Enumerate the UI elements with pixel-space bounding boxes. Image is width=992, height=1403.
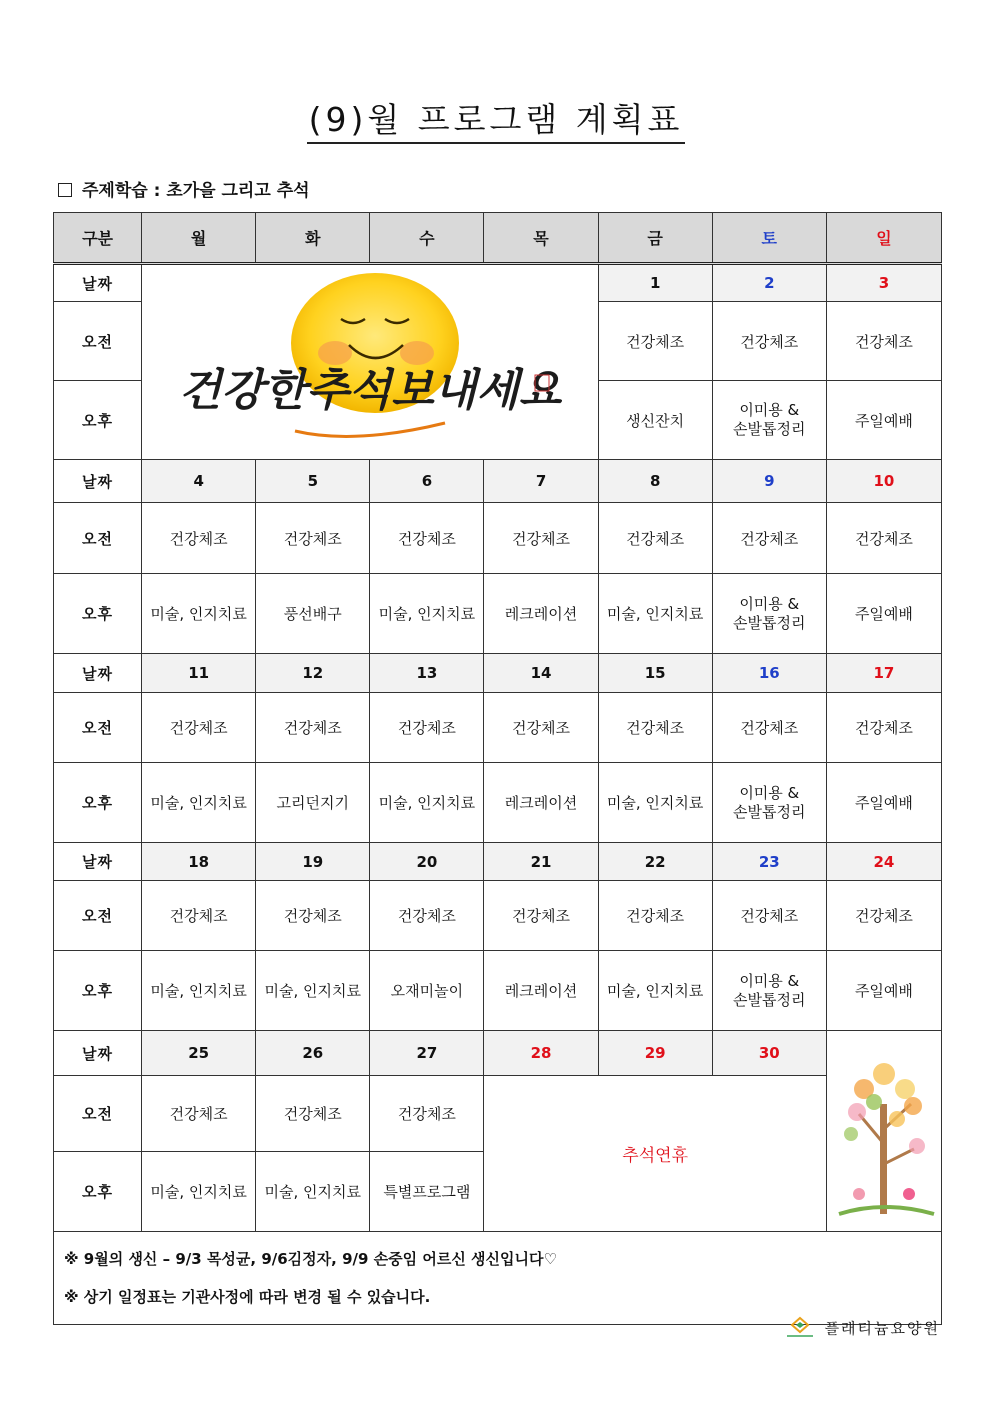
- date-cell: 22: [598, 843, 712, 881]
- row-label-pm: 오후: [54, 763, 142, 843]
- footer-brand: [783, 1316, 940, 1342]
- activity-cell: 건강체조: [142, 503, 256, 574]
- header-fri: 금: [598, 213, 712, 264]
- activity-cell: 건강체조: [370, 881, 484, 951]
- header-category: 구분: [54, 213, 142, 264]
- activity-cell: 건강체조: [370, 503, 484, 574]
- date-cell-sun: 24: [826, 843, 941, 881]
- date-cell: 20: [370, 843, 484, 881]
- subtitle: 주제학습 : 초가을 그리고 추석: [58, 176, 310, 201]
- date-cell-holiday: 28: [484, 1031, 598, 1076]
- notes-row: [54, 1232, 942, 1325]
- activity-cell: 건강체조: [598, 693, 712, 763]
- date-cell-sat: 9: [712, 460, 826, 503]
- birthday-note: ※ 9월의 생신 – 9/3 목성균, 9/6김정자, 9/9 손중임 어르신 생신입니다♡: [64, 1250, 557, 1268]
- activity-cell: 주일예배: [826, 574, 941, 654]
- facility-name: 플래티늄요양원: [824, 1319, 940, 1338]
- date-cell: 7: [484, 460, 598, 503]
- date-cell: 15: [598, 654, 712, 693]
- header-sun: 일: [826, 213, 941, 264]
- date-cell-sat: 23: [712, 843, 826, 881]
- activity-cell: 이미용 & 손발톱정리: [712, 381, 826, 460]
- activity-cell: 미술, 인지치료: [598, 951, 712, 1031]
- activity-cell: 건강체조: [826, 881, 941, 951]
- holiday-cell: 추석연휴: [484, 1076, 826, 1232]
- row-label-am: 오전: [54, 302, 142, 381]
- checkbox-square-icon: [58, 183, 72, 197]
- greeting-art-text: 건강한추석보내세요: [178, 365, 562, 416]
- notes-cell: [54, 1232, 942, 1325]
- week1-date-row: [54, 264, 942, 302]
- date-cell-holiday: 29: [598, 1031, 712, 1076]
- activity-cell: 미술, 인지치료: [256, 951, 370, 1031]
- activity-cell: 미술, 인지치료: [142, 951, 256, 1031]
- activity-cell: 건강체조: [712, 881, 826, 951]
- activity-cell: 미술, 인지치료: [598, 574, 712, 654]
- activity-cell: 미술, 인지치료: [598, 763, 712, 843]
- date-cell: 27: [370, 1031, 484, 1076]
- date-cell: 1: [598, 264, 712, 302]
- activity-cell: 주일예배: [826, 381, 941, 460]
- header-row: [54, 213, 942, 264]
- header-thu: 목: [484, 213, 598, 264]
- header-mon: 월: [142, 213, 256, 264]
- week4-pm-row: [54, 951, 942, 1031]
- activity-cell: 건강체조: [598, 302, 712, 381]
- activity-cell: 건강체조: [826, 693, 941, 763]
- date-cell: 5: [256, 460, 370, 503]
- activity-cell: 건강체조: [598, 881, 712, 951]
- week3-pm-row: [54, 763, 942, 843]
- activity-cell: 건강체조: [826, 302, 941, 381]
- activity-cell: 주일예배: [826, 951, 941, 1031]
- activity-cell: 건강체조: [370, 1076, 484, 1152]
- activity-cell: 미술, 인지치료: [370, 574, 484, 654]
- date-cell-sun: 3: [826, 264, 941, 302]
- row-label-pm: 오후: [54, 951, 142, 1031]
- activity-cell: 건강체조: [712, 302, 826, 381]
- flower-tree-icon: [829, 1034, 939, 1224]
- activity-cell: 미술, 인지치료: [142, 1152, 256, 1232]
- activity-cell: 이미용 & 손발톱정리: [712, 951, 826, 1031]
- date-cell-holiday: 30: [712, 1031, 826, 1076]
- activity-cell: 미술, 인지치료: [256, 1152, 370, 1232]
- date-cell: 13: [370, 654, 484, 693]
- date-cell: 19: [256, 843, 370, 881]
- activity-cell: 건강체조: [142, 881, 256, 951]
- activity-cell: 건강체조: [484, 881, 598, 951]
- activity-cell: 건강체조: [142, 1076, 256, 1152]
- header-sat: 토: [712, 213, 826, 264]
- tree-illustration: [826, 1031, 941, 1232]
- week2-date-row: [54, 460, 942, 503]
- week3-date-row: [54, 654, 942, 693]
- activity-cell: 고리던지기: [256, 763, 370, 843]
- date-cell-sun: 17: [826, 654, 941, 693]
- diamond-logo-icon: [783, 1316, 817, 1342]
- week5-date-row: [54, 1031, 942, 1076]
- row-label-am: 오전: [54, 881, 142, 951]
- date-cell-sat: 2: [712, 264, 826, 302]
- activity-cell: 건강체조: [484, 503, 598, 574]
- activity-cell: 건강체조: [712, 503, 826, 574]
- date-cell-sat: 16: [712, 654, 826, 693]
- activity-cell: 건강체조: [370, 693, 484, 763]
- date-cell: 8: [598, 460, 712, 503]
- row-label-pm: 오후: [54, 574, 142, 654]
- activity-cell: 주일예배: [826, 763, 941, 843]
- date-cell: 11: [142, 654, 256, 693]
- date-cell: 14: [484, 654, 598, 693]
- date-cell: 12: [256, 654, 370, 693]
- schedule-table: [53, 212, 942, 1325]
- activity-cell: 오재미놀이: [370, 951, 484, 1031]
- row-label-date: 날짜: [54, 843, 142, 881]
- activity-cell: 건강체조: [256, 881, 370, 951]
- activity-cell: 이미용 & 손발톱정리: [712, 763, 826, 843]
- activity-cell: 건강체조: [142, 693, 256, 763]
- activity-cell: 풍선배구: [256, 574, 370, 654]
- activity-cell: 특별프로그램: [370, 1152, 484, 1232]
- row-label-date: 날짜: [54, 1031, 142, 1076]
- activity-cell: 건강체조: [712, 693, 826, 763]
- week2-am-row: [54, 503, 942, 574]
- date-cell: 26: [256, 1031, 370, 1076]
- activity-cell: 레크레이션: [484, 574, 598, 654]
- date-cell: 4: [142, 460, 256, 503]
- activity-cell: 레크레이션: [484, 763, 598, 843]
- row-label-date: 날짜: [54, 460, 142, 503]
- header-tue: 화: [256, 213, 370, 264]
- activity-cell: 생신잔치: [598, 381, 712, 460]
- activity-cell: 이미용 & 손발톱정리: [712, 574, 826, 654]
- activity-cell: 건강체조: [256, 503, 370, 574]
- smiling-sun-icon: [145, 265, 595, 455]
- activity-cell: 건강체조: [256, 1076, 370, 1152]
- activity-cell: 건강체조: [598, 503, 712, 574]
- activity-cell: 건강체조: [484, 693, 598, 763]
- date-cell-sun: 10: [826, 460, 941, 503]
- row-label-am: 오전: [54, 503, 142, 574]
- activity-cell: 건강체조: [256, 693, 370, 763]
- chuseok-greeting-image: [142, 264, 599, 460]
- change-notice: ※ 상기 일정표는 기관사정에 따라 변경 될 수 있습니다.: [64, 1288, 431, 1306]
- date-cell: 18: [142, 843, 256, 881]
- row-label-am: 오전: [54, 693, 142, 763]
- date-cell: 21: [484, 843, 598, 881]
- week4-am-row: [54, 881, 942, 951]
- activity-cell: 미술, 인지치료: [142, 763, 256, 843]
- activity-cell: 레크레이션: [484, 951, 598, 1031]
- row-label-pm: 오후: [54, 381, 142, 460]
- row-label-pm: 오후: [54, 1152, 142, 1232]
- page-title: (9)월 프로그램 계획표: [0, 94, 992, 141]
- row-label-date: 날짜: [54, 264, 142, 302]
- week2-pm-row: [54, 574, 942, 654]
- activity-cell: 미술, 인지치료: [370, 763, 484, 843]
- week3-am-row: [54, 693, 942, 763]
- date-cell: 25: [142, 1031, 256, 1076]
- date-cell: 6: [370, 460, 484, 503]
- header-wed: 수: [370, 213, 484, 264]
- row-label-am: 오전: [54, 1076, 142, 1152]
- row-label-date: 날짜: [54, 654, 142, 693]
- activity-cell: 미술, 인지치료: [142, 574, 256, 654]
- week4-date-row: [54, 843, 942, 881]
- activity-cell: 건강체조: [826, 503, 941, 574]
- week5-am-row: [54, 1076, 942, 1152]
